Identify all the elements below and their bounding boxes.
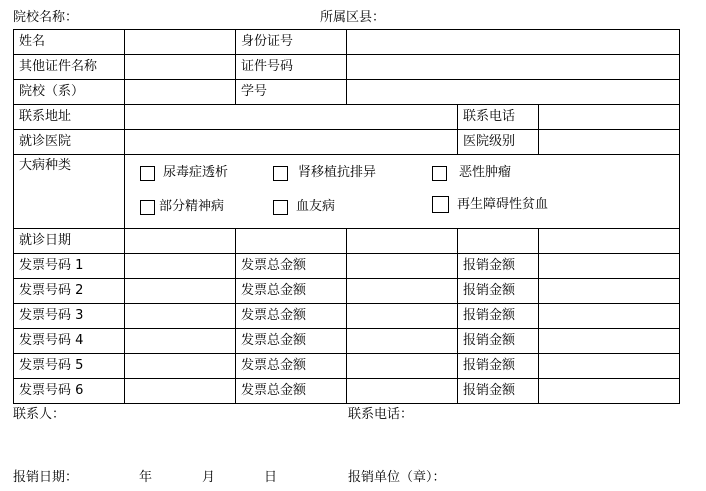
checkbox[interactable] (273, 200, 288, 215)
invoice-number-field[interactable] (125, 329, 236, 354)
invoice-number-field[interactable] (125, 279, 236, 304)
option-hemophilia[interactable] (273, 199, 335, 215)
reimburse-date-label: 报销日期： (13, 470, 79, 485)
invoice-number-label: 发票号码 3 (14, 304, 125, 329)
checkbox[interactable] (273, 166, 288, 181)
hospital-level-label: 医院级别 (458, 130, 539, 155)
contact-person-label: 联系人： (13, 407, 66, 422)
checkbox[interactable] (140, 166, 155, 181)
invoice-number-field[interactable] (125, 254, 236, 279)
school-name-label: 院校名称： (13, 10, 79, 25)
invoice-total-label: 发票总金额 (236, 354, 347, 379)
department-label: 院校（系） (14, 80, 125, 105)
invoice-total-field[interactable] (347, 279, 458, 304)
invoice-total-field[interactable] (347, 379, 458, 404)
invoice-total-field[interactable] (347, 354, 458, 379)
hospital-label: 就诊医院 (14, 130, 125, 155)
checkbox[interactable] (140, 200, 155, 215)
year-label: 年 (139, 470, 153, 485)
month-label: 月 (202, 470, 216, 485)
invoice-row (14, 329, 680, 354)
invoice-total-label: 发票总金额 (236, 254, 347, 279)
reimburse-amount-label: 报销金额 (458, 279, 539, 304)
reimburse-amount-label: 报销金额 (458, 329, 539, 354)
student-id-label: 学号 (236, 80, 347, 105)
form-row-disease (14, 155, 680, 229)
id-doc-number-field[interactable] (347, 55, 680, 80)
form-row-visit-date (14, 229, 680, 254)
reimburse-amount-field[interactable] (539, 354, 680, 379)
invoice-number-label: 发票号码 1 (14, 254, 125, 279)
invoice-number-label: 发票号码 4 (14, 329, 125, 354)
visit-date-field[interactable] (539, 229, 680, 254)
form-row-department (14, 80, 680, 105)
invoice-total-label: 发票总金额 (236, 329, 347, 354)
invoice-number-label: 发票号码 6 (14, 379, 125, 404)
invoice-row (14, 279, 680, 304)
reimburse-amount-label: 报销金额 (458, 254, 539, 279)
reimbursement-form-table (13, 29, 680, 404)
disease-options (125, 155, 680, 229)
other-id-name-label: 其他证件名称 (14, 55, 125, 80)
invoice-total-field[interactable] (347, 329, 458, 354)
option-malignant-tumor[interactable] (432, 165, 511, 181)
invoice-row (14, 354, 680, 379)
address-label: 联系地址 (14, 105, 125, 130)
reimburse-amount-label: 报销金额 (458, 379, 539, 404)
option-aplastic-anemia[interactable] (432, 196, 548, 213)
invoice-number-field[interactable] (125, 354, 236, 379)
invoice-row (14, 304, 680, 329)
visit-date-field[interactable] (236, 229, 347, 254)
id-number-field[interactable] (347, 30, 680, 55)
visit-date-field[interactable] (125, 229, 236, 254)
option-uremia-dialysis[interactable] (140, 165, 228, 181)
student-id-field[interactable] (347, 80, 680, 105)
checkbox[interactable] (432, 196, 449, 213)
invoice-number-label: 发票号码 5 (14, 354, 125, 379)
invoice-total-field[interactable] (347, 304, 458, 329)
invoice-total-label: 发票总金额 (236, 379, 347, 404)
option-label: 尿毒症透析 (163, 165, 229, 180)
district-label: 所属区县： (320, 10, 386, 25)
form-row-address (14, 105, 680, 130)
option-label: 恶性肿瘤 (459, 165, 512, 180)
invoice-row (14, 254, 680, 279)
disease-type-label: 大病种类 (14, 155, 125, 229)
invoice-row (14, 379, 680, 404)
other-id-name-field[interactable] (125, 55, 236, 80)
department-field[interactable] (125, 80, 236, 105)
address-field[interactable] (125, 105, 458, 130)
id-doc-number-label: 证件号码 (236, 55, 347, 80)
hospital-level-field[interactable] (539, 130, 680, 155)
option-label: 再生障碍性贫血 (457, 196, 549, 212)
form-row-other-id (14, 55, 680, 80)
option-label: 血友病 (296, 199, 336, 214)
invoice-number-field[interactable] (125, 304, 236, 329)
form-row-hospital (14, 130, 680, 155)
id-number-label: 身份证号 (236, 30, 347, 55)
option-kidney-transplant[interactable] (273, 165, 376, 181)
phone-field[interactable] (539, 105, 680, 130)
reimburse-amount-field[interactable] (539, 329, 680, 354)
option-mental-illness[interactable] (140, 199, 224, 215)
day-label: 日 (264, 470, 278, 485)
name-label: 姓名 (14, 30, 125, 55)
visit-date-field[interactable] (347, 229, 458, 254)
form-row-name (14, 30, 680, 55)
reimburse-amount-label: 报销金额 (458, 304, 539, 329)
reimburse-amount-label: 报销金额 (458, 354, 539, 379)
reimburse-amount-field[interactable] (539, 304, 680, 329)
option-label: 部分精神病 (159, 199, 225, 214)
invoice-total-label: 发票总金额 (236, 304, 347, 329)
checkbox[interactable] (432, 166, 447, 181)
phone-label: 联系电话 (458, 105, 539, 130)
reimburse-amount-field[interactable] (539, 279, 680, 304)
reimburse-amount-field[interactable] (539, 379, 680, 404)
visit-date-label: 就诊日期 (14, 229, 125, 254)
invoice-number-field[interactable] (125, 379, 236, 404)
hospital-field[interactable] (125, 130, 458, 155)
invoice-total-field[interactable] (347, 254, 458, 279)
contact-phone-label: 联系电话： (348, 407, 414, 422)
name-field[interactable] (125, 30, 236, 55)
reimburse-unit-label: 报销单位（章）： (348, 470, 446, 485)
visit-date-field[interactable] (458, 229, 539, 254)
reimburse-amount-field[interactable] (539, 254, 680, 279)
option-label: 肾移植抗排异 (298, 165, 377, 180)
invoice-number-label: 发票号码 2 (14, 279, 125, 304)
invoice-total-label: 发票总金额 (236, 279, 347, 304)
